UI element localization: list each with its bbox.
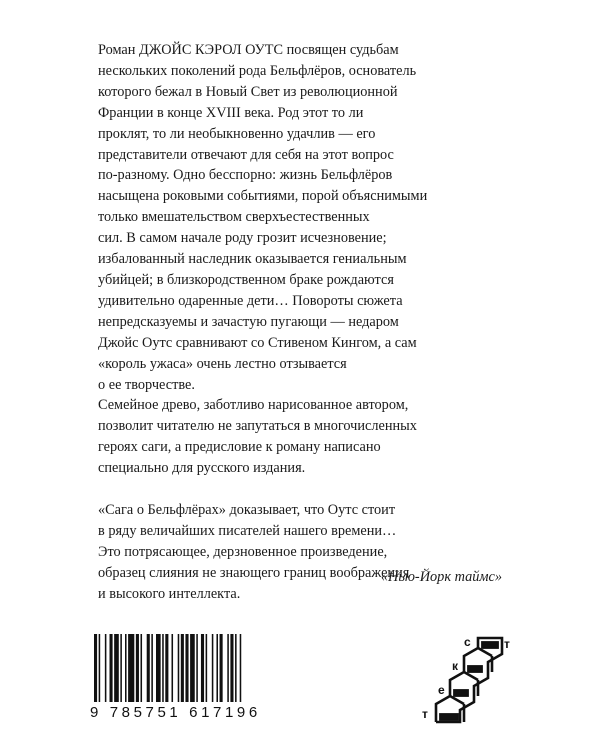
barcode-bar [120, 634, 122, 702]
text-line: Джойс Оутс сравнивают со Стивеном Кингом, а сам [98, 334, 417, 351]
barcode-bar [147, 634, 150, 702]
text-line: сил. В самом начале роду грозит исчезновение; [98, 230, 387, 247]
text-line: героях саги, а предисловие к роману написано [98, 439, 381, 456]
text-line: Роман ДЖОЙС КЭРОЛ ОУТС посвящен судьбам [98, 42, 399, 58]
text-line: специально для русского издания. [98, 460, 306, 477]
barcode-bar [151, 634, 153, 702]
barcode-bar [125, 634, 127, 702]
text-line: которого бежал в Новый Свет из революционной [98, 83, 398, 100]
barcode-bar [178, 634, 180, 702]
press-quote [98, 500, 518, 605]
text-line: проклят, то ли необыкновенно удачлив — его [98, 125, 376, 142]
barcode-bar [212, 634, 214, 702]
tekst-publisher-logo-icon [418, 634, 514, 730]
barcode-bar [99, 634, 101, 702]
barcode-bar [165, 634, 168, 702]
blurb-paragraph-2 [98, 395, 518, 479]
barcode-bar [114, 634, 119, 702]
barcode-bar [105, 634, 107, 702]
text-line: Это потрясающее, дерзновенное произведение, [98, 543, 388, 560]
barcode-bar [181, 634, 184, 702]
barcode-bar [128, 634, 134, 702]
logo-letter-t2: т [504, 637, 510, 651]
paragraph-gap [98, 479, 518, 500]
logo-letter-e: е [438, 683, 445, 697]
text-line: убийцей; в близкородственном браке рождаются [98, 271, 394, 288]
text-line: насыщена роковыми событиями, порой объяснимыми [98, 188, 428, 205]
isbn-barcode [90, 634, 290, 724]
barcode-bar [196, 634, 198, 702]
barcode-bar [156, 634, 161, 702]
text-line: представители отвечают для себя на этот вопрос [98, 146, 394, 163]
barcode-bar [206, 634, 208, 702]
barcode-bar [185, 634, 188, 702]
barcode-bar [162, 634, 164, 702]
barcode-bar [141, 634, 143, 702]
barcode-bar [172, 634, 174, 702]
blurb-text [98, 40, 518, 605]
logo-letter-t: т [422, 707, 428, 721]
barcode-bar [136, 634, 139, 702]
barcode-digits: 9 785751 617196 [90, 704, 261, 721]
logo-letter-k: к [452, 659, 459, 673]
text-line: «король ужаса» очень лестно отзывается [98, 355, 347, 372]
barcode-bar [216, 634, 218, 702]
text-line: непредсказуемы и зачастую пугающи — недаром [98, 313, 399, 330]
text-line: удивительно одаренные дети… Повороты сюжета [98, 292, 403, 309]
text-line: позволит читателю не запутаться в многочисленных [98, 418, 417, 435]
text-line: Семейное древо, заботливо нарисованное автором, [98, 397, 409, 414]
barcode-bars [90, 634, 290, 702]
barcode-bar [201, 634, 204, 702]
barcode-bar [110, 634, 113, 702]
text-line: Франции в конце XVIII века. Род этот то ли [98, 104, 364, 121]
barcode-bar [230, 634, 233, 702]
text-line: нескольких поколений рода Бельфлёров, основатель [98, 62, 417, 79]
barcode-bar [94, 634, 97, 702]
barcode-bar [240, 634, 242, 702]
logo-letter-s: с [464, 635, 471, 649]
barcode-bar [220, 634, 223, 702]
barcode-bar [227, 634, 229, 702]
blurb-paragraph-1 [98, 40, 518, 395]
quote-source: «Нью-Йорк таймс» [380, 569, 502, 585]
text-line: и высокого интеллекта. [98, 585, 241, 602]
text-line: о ее творчестве. [98, 376, 195, 393]
text-line: образец слияния не знающего границ воображения [98, 564, 410, 581]
text-line: «Сага о Бельфлёрах» доказывает, что Оутс стоит [98, 502, 396, 519]
text-line: в ряду величайших писателей нашего времени… [98, 522, 397, 539]
text-line: избалованный наследник оказывается гениальным [98, 251, 407, 268]
text-line: по-разному. Одно бесспорно: жизнь Бельфлёров [98, 167, 393, 184]
text-line: только вмешательством сверхъестественных [98, 209, 370, 226]
barcode-bar [190, 634, 195, 702]
barcode-bar [235, 634, 237, 702]
